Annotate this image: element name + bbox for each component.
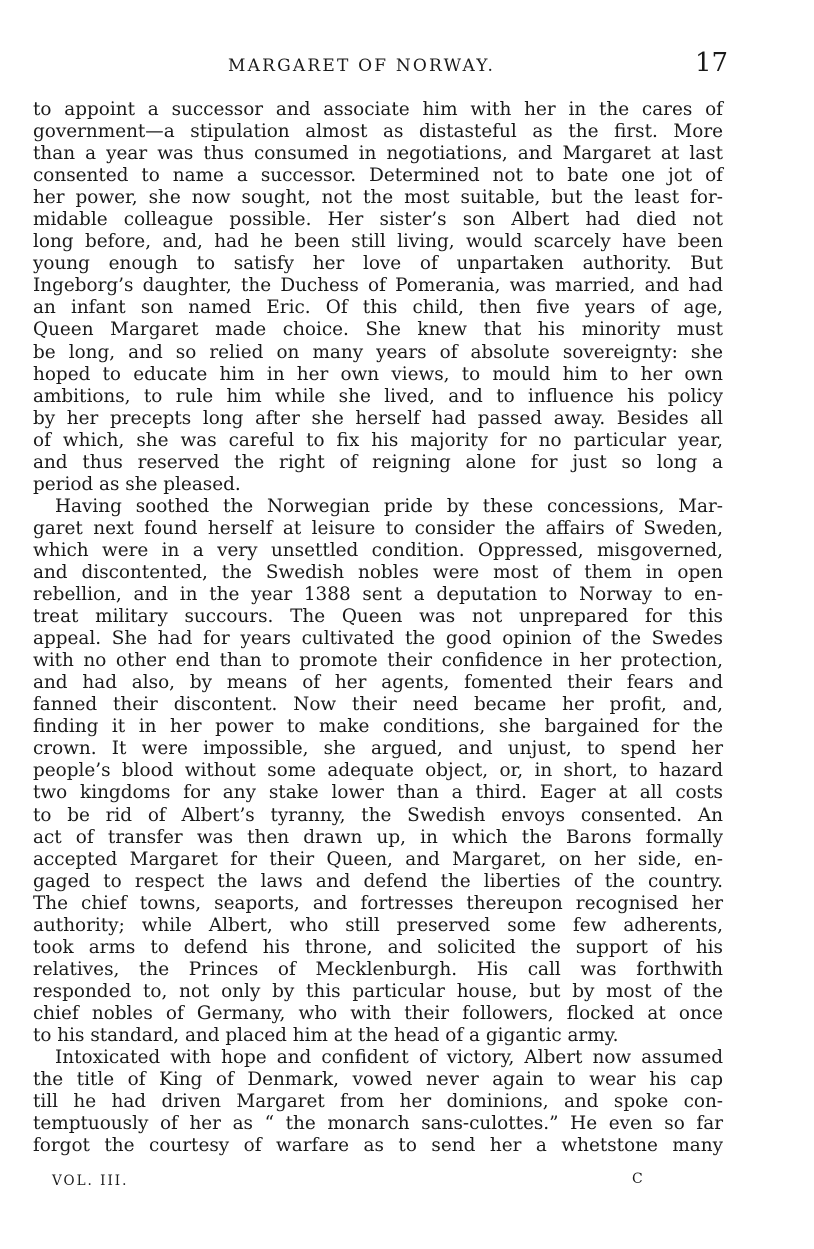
page-number: 17 — [695, 48, 729, 78]
text-line: took arms to defend his throne, and solicited the support of his — [33, 936, 723, 958]
text-line: garet next found herself at leisure to consider the affairs of Sweden, — [33, 517, 723, 539]
signature-mark: C — [632, 1171, 643, 1187]
text-line: finding it in her power to make conditions, she bargained for the — [33, 716, 723, 738]
body-text — [33, 99, 723, 1157]
text-line: rebellion, and in the year 1388 sent a deputation to Norway to en- — [33, 584, 723, 606]
text-line: Ingeborg’s daughter, the Duchess of Pomerania, was married, and had — [33, 275, 723, 297]
text-line: and discontented, the Swedish nobles were most of them in open — [33, 561, 723, 583]
text-line: appeal. She had for years cultivated the good opinion of the Swedes — [33, 628, 723, 650]
text-line: two kingdoms for any stake lower than a third. Eager at all costs — [33, 782, 723, 804]
text-line: ambitions, to rule him while she lived, and to influence his policy — [33, 385, 723, 407]
text-line: consented to name a successor. Determined not to bate one jot of — [33, 165, 723, 187]
text-line: relatives, the Princes of Mecklenburgh. His call was forthwith — [33, 958, 723, 980]
text-line: and thus reserved the right of reigning alone for just so long a — [33, 451, 723, 473]
paragraph-end-line: period as she pleased. — [33, 473, 241, 495]
text-line: The chief towns, seaports, and fortresses thereupon recognised her — [33, 892, 723, 914]
text-line: authority; while Albert, who still preserved some few adherents, — [33, 914, 723, 936]
text-line: people’s blood without some adequate object, or, in short, to hazard — [33, 760, 723, 782]
text-line: accepted Margaret for their Queen, and Margaret, on her side, en- — [33, 848, 723, 870]
text-line: treat military succours. The Queen was not unprepared for this — [33, 606, 723, 628]
paragraph-end-line: to his standard, and placed him at the head of a gigantic army. — [33, 1024, 619, 1046]
text-line: temptuously of her as “ the monarch sans-culottes.” He even so far — [33, 1113, 723, 1135]
text-line: forgot the courtesy of warfare as to send her a whetstone many — [33, 1135, 723, 1157]
text-line: young enough to satisfy her love of unpartaken authority. But — [33, 253, 723, 275]
text-line: till he had driven Margaret from her dominions, and spoke con- — [33, 1091, 723, 1113]
text-line: to appoint a successor and associate him with her in the cares of — [33, 99, 723, 120]
text-line: of which, she was careful to fix his majority for no particular year, — [33, 429, 723, 451]
text-line: than a year was thus consumed in negotiations, and Margaret at last — [33, 143, 723, 165]
text-line: act of transfer was then drawn up, in which the Barons formally — [33, 826, 723, 848]
text-line: the title of King of Denmark, vowed never again to wear his cap — [33, 1069, 723, 1091]
text-line: to be rid of Albert’s tyranny, the Swedish envoys consented. An — [33, 804, 723, 826]
text-line: fanned their discontent. Now their need became her profit, and, — [33, 694, 723, 716]
text-line: long before, and, had he been still living, would scarcely have been — [33, 231, 723, 253]
text-line: be long, and so relied on many years of absolute sovereignty: she — [33, 341, 723, 363]
text-line: her power, she now sought, not the most suitable, but the least for- — [33, 187, 723, 209]
paragraph-start-line: Having soothed the Norwegian pride by these concessions, Mar- — [55, 495, 723, 517]
paragraph-start-line: Intoxicated with hope and confident of victory, Albert now assumed — [55, 1047, 723, 1069]
text-line: and had also, by means of her agents, fomented their fears and — [33, 672, 723, 694]
text-line: midable colleague possible. Her sister’s son Albert had died not — [33, 209, 723, 231]
text-line: chief nobles of Germany, who with their followers, flocked at once — [33, 1002, 723, 1024]
volume-mark: VOL. III. — [52, 1173, 129, 1189]
text-line: an infant son named Eric. Of this child, then five years of age, — [33, 297, 723, 319]
text-line: by her precepts long after she herself had passed away. Besides all — [33, 407, 723, 429]
text-line: which were in a very unsettled condition. Oppressed, misgoverned, — [33, 539, 723, 561]
text-line: crown. It were impossible, she argued, and unjust, to spend her — [33, 738, 723, 760]
text-line: gaged to respect the laws and defend the liberties of the country. — [33, 870, 723, 892]
running-head: MARGARET OF NORWAY. — [228, 56, 496, 76]
text-line: hoped to educate him in her own views, to mould him to her own — [33, 363, 723, 385]
text-line: Queen Margaret made choice. She knew that his minority must — [33, 319, 723, 341]
text-line: with no other end than to promote their confidence in her protection, — [33, 650, 723, 672]
text-line: responded to, not only by this particular house, but by most of the — [33, 980, 723, 1002]
text-line: government—a stipulation almost as distasteful as the first. More — [33, 121, 723, 143]
